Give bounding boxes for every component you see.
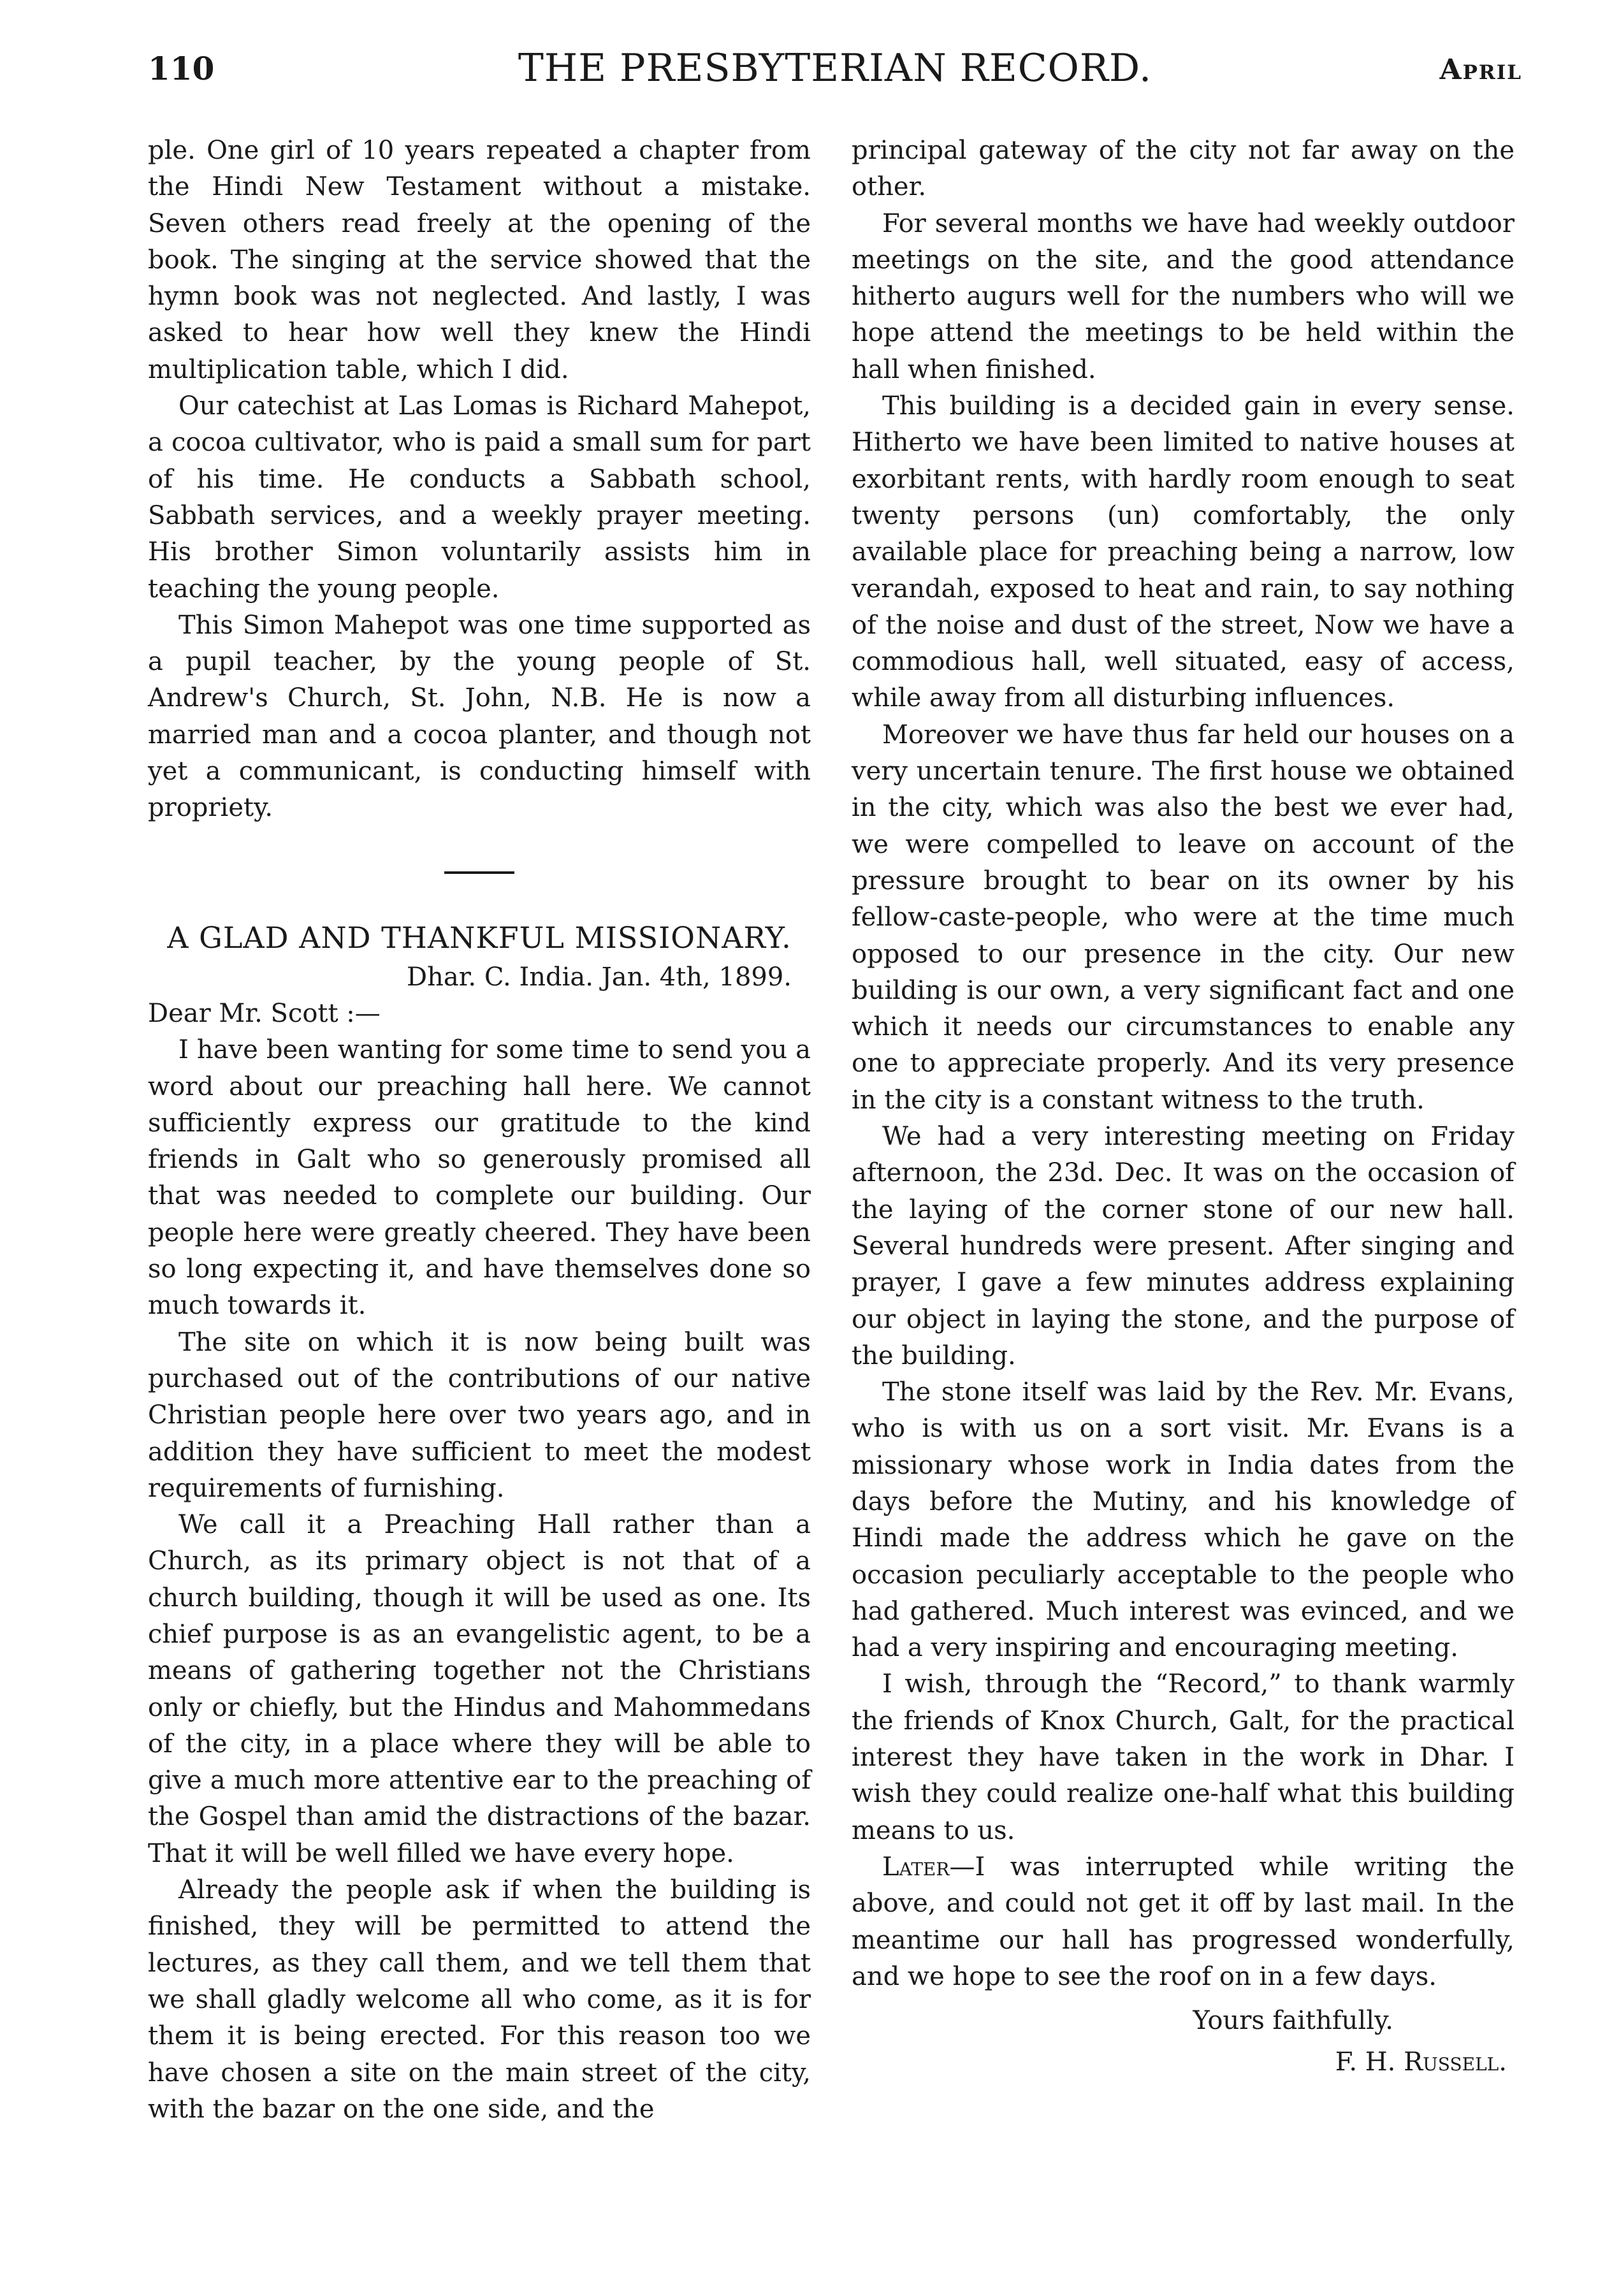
paragraph-continuation: principal gateway of the city not far away on the other. <box>852 136 1514 202</box>
article-dateline: Dhar. C. India. Jan. 4th, 1899. <box>407 962 792 992</box>
publication-title: THE PRESBYTERIAN RECORD. <box>518 46 1152 91</box>
page-header <box>148 46 1522 103</box>
later-label: Later <box>882 1852 950 1882</box>
paragraph: Our catechist at Las Lomas is Richard Mahepot, a cocoa cultivator, who is paid a small sum for part of his time. He conducts a Sabbath school, Sabbath services, and a weekly prayer meeting. His brother Simon voluntarily assists him in teaching the young people. <box>148 391 811 604</box>
paragraph: I have been wanting for some time to send you a word about our preaching hall here. We cannot sufficiently express our gratitude to the kind friends in Galt who so generously promised all that was needed to complete our building. Our people here were greatly cheered. They have been so long expecting it, and have themselves done so much towards it. <box>148 1035 811 1321</box>
section-divider <box>444 871 514 874</box>
paragraph: This building is a decided gain in every sense. Hitherto we have been limited to native houses at exorbitant rents, with hardly room enough to seat twenty persons (un) comfortably, the only available place for preaching being a narrow, low verandah, exposed to heat and rain, to say nothing of the noise and dust of the street, Now we have a commodious hall, well situated, easy of access, while away from all disturbing influences. <box>852 391 1514 713</box>
paragraph: We call it a Preaching Hall rather than a Church, as its primary object is not that of a church building, though it will be used as one. Its chief purpose is as an evangelistic agent, to be a means of gathering together not the Christians only or chiefly, but the Hindus and Mahommedans of the city, in a place where they will be able to give a much more attentive ear to the preaching of the Gospel than amid the distractions of the bazar. That it will be well filled we have every hope. <box>148 1510 811 1868</box>
letter-signature: F. H. Russell. <box>1335 2047 1507 2077</box>
paragraph: The site on which it is now being built was purchased out of the contributions of our native Christian people here over two years ago, and in addition they have sufficient to meet the modest requirements of furnishing. <box>148 1327 811 1503</box>
paragraph: I wish, through the “Record,” to thank warmly the friends of Knox Church, Galt, for the practical interest they have taken in the work in Dhar. I wish they could realize one-half what this building means to us. <box>852 1669 1514 1845</box>
postscript-text: —I was interrupted while writing the above, and could not get it off by last mail. In the meantime our hall has progressed wonderfully, and we hope to see the roof on in a few days. <box>852 1852 1514 1991</box>
postscript-paragraph <box>852 1849 1514 1995</box>
paragraph: ple. One girl of 10 years repeated a chapter from the Hindi New Testament without a mistake. Seven others read freely at the opening of the book. The singing at the service showed that the hymn book was not neglected. And lastly, I was asked to hear how well they knew the Hindi multiplication table, which I did. <box>148 136 811 384</box>
right-column <box>852 133 1514 2081</box>
issue-month: April <box>1439 54 1522 86</box>
paragraph: Moreover we have thus far held our houses on a very uncertain tenure. The first house we obtained in the city, which was also the best we ever had, we were compelled to leave on account of the pressure brought to bear on its owner by his fellow-caste-people, who were at the time much opposed to our presence in the city. Our new building is our own, a very significant fact and one which it needs our circumstances to enable any one to appreciate properly. And its very presence in the city is a constant witness to the truth. <box>852 720 1514 1115</box>
page-number: 110 <box>148 50 215 87</box>
paragraph: We had a very interesting meeting on Friday afternoon, the 23d. Dec. It was on the occasion of the laying of the corner stone of our new hall. Several hundreds were present. After singing and prayer, I gave a few minutes address explaining our object in laying the stone, and the purpose of the building. <box>852 1122 1514 1370</box>
paragraph: The stone itself was laid by the Rev. Mr. Evans, who is with us on a sort visit. Mr. Evans is a missionary whose work in India dates from the days before the Mutiny, and his knowledge of Hindi made the address which he gave on the occasion peculiarly acceptable to the people who had gathered. Much interest was evinced, and we had a very inspiring and encouraging meeting. <box>852 1377 1514 1663</box>
article-heading: A GLAD AND THANKFUL MISSIONARY. <box>167 920 792 955</box>
paragraph: This Simon Mahepot was one time supported as a pupil teacher, by the young people of St. Andrew's Church, St. John, N.B. He is now a married man and a cocoa planter, and though not yet a communicant, is conducting himself with propriety. <box>148 610 811 823</box>
letter-salutation: Dear Mr. Scott :— <box>148 998 381 1028</box>
paragraph: For several months we have had weekly outdoor meetings on the site, and the good attendance hitherto augurs well for the numbers who will we hope attend the meetings to be held within the hall when finished. <box>852 208 1514 384</box>
letter-closing: Yours faithfully. <box>1193 2006 1393 2036</box>
paragraph: Already the people ask if when the building is finished, they will be permitted to attend the lectures, as they call them, and we tell them that we shall gladly welcome all who come, as it is for them it is being erected. For this reason too we have chosen a site on the main street of the city, with the bazar on the one side, and the <box>148 1875 811 2124</box>
left-column <box>148 133 811 2128</box>
